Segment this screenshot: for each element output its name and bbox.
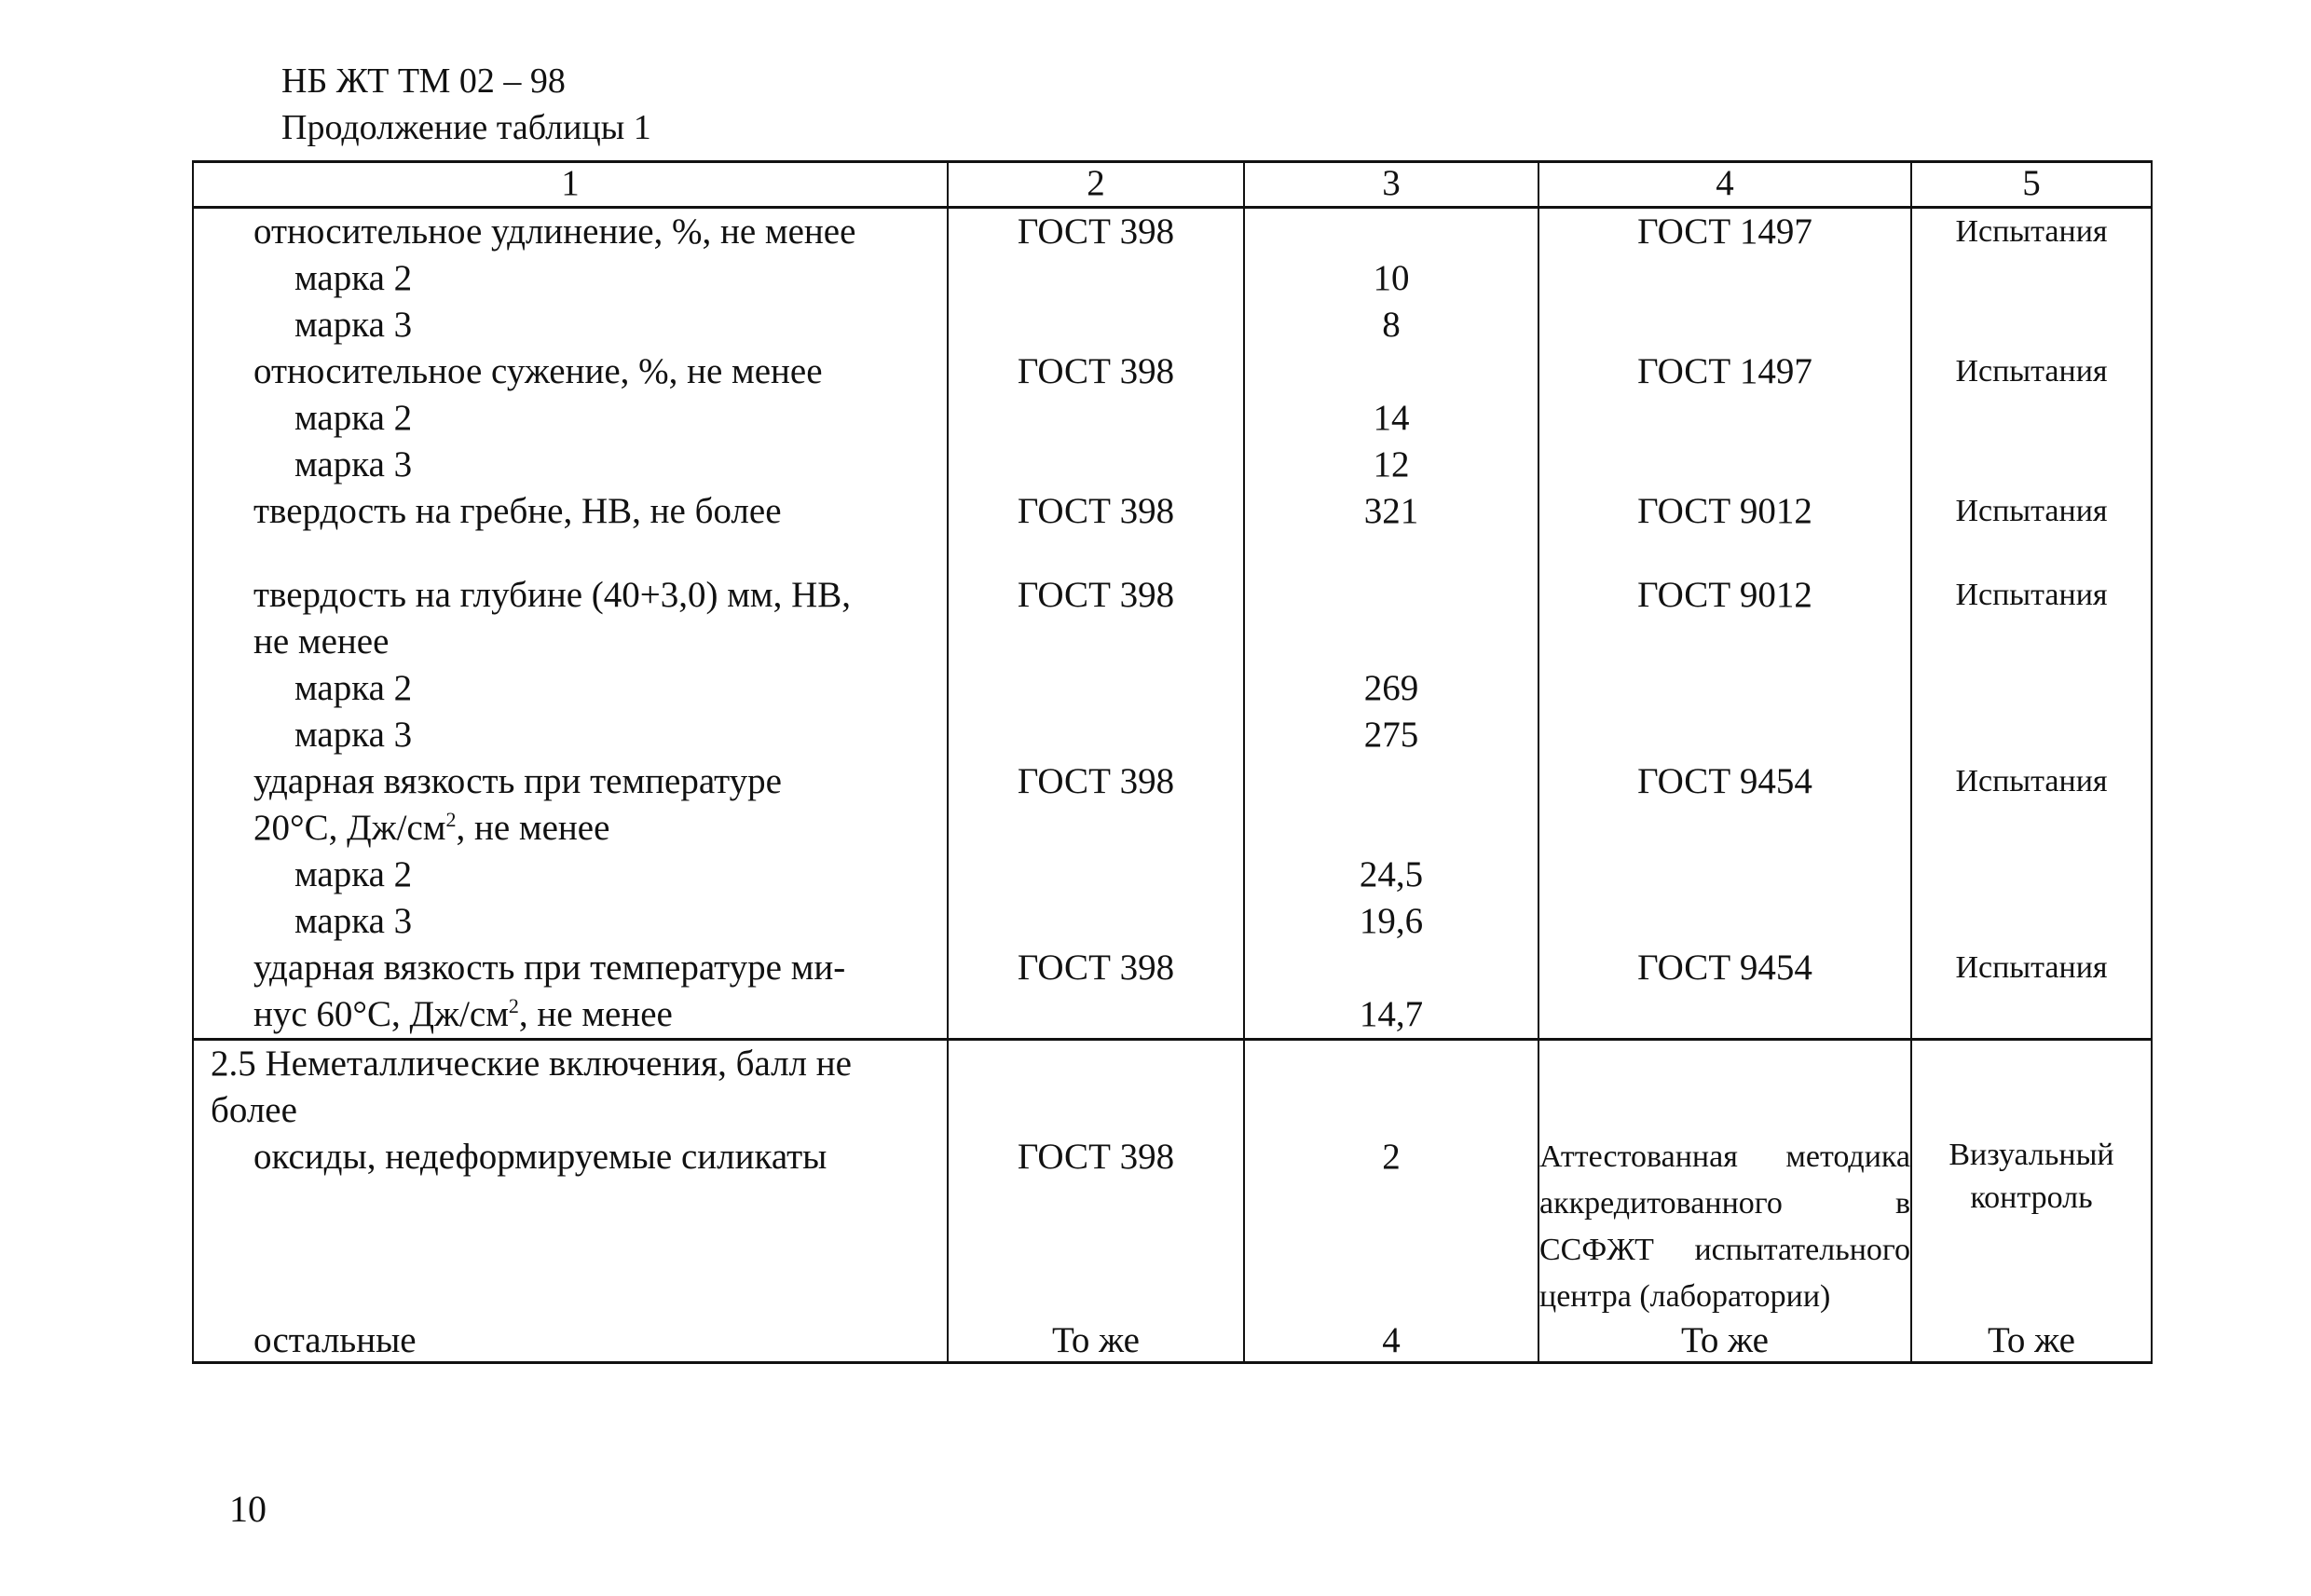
- param-text: 20°С, Дж/см: [253, 808, 446, 848]
- method-cell: Аттестованная методика аккредитованного в ССФЖТ испытательного центра (лаборатории): [1538, 1134, 1911, 1320]
- standard-cell: ГОСТ 398: [948, 572, 1244, 665]
- method-cell: ГОСТ 1497: [1538, 208, 1911, 256]
- control-cell: [1911, 442, 2152, 488]
- standard-cell: [948, 442, 1244, 488]
- method-cell: ГОСТ 1497: [1538, 348, 1911, 395]
- table-row: [193, 442, 2152, 488]
- document-code: НБ ЖТ ТМ 02 – 98: [281, 61, 566, 101]
- method-cell: [1538, 302, 1911, 348]
- method-cell: [1538, 665, 1911, 712]
- param-cell: марка 3: [193, 898, 948, 945]
- param-cell: марка 3: [193, 442, 948, 488]
- table-row: [193, 1040, 2152, 1135]
- control-cell: [1911, 712, 2152, 758]
- control-cell: Испытания: [1911, 208, 2152, 256]
- standard-cell: [948, 852, 1244, 898]
- param-cell: относительное сужение, %, не менее: [193, 348, 948, 395]
- control-cell: [1911, 395, 2152, 442]
- table-row: [193, 488, 2152, 572]
- standard-cell: ГОСТ 398: [948, 488, 1244, 572]
- table-header-row: [193, 162, 2152, 208]
- standard-cell: [948, 665, 1244, 712]
- value-cell: 275: [1244, 712, 1538, 758]
- section-heading-cell: 2.5 Неметаллические включения, балл не более: [193, 1040, 948, 1135]
- standard-cell: [948, 898, 1244, 945]
- table-row: [193, 945, 2152, 1040]
- table-row: [193, 395, 2152, 442]
- column-header: 2: [948, 162, 1244, 208]
- param-line: ударная вязкость при температуре: [253, 761, 782, 801]
- param-line: не менее: [253, 621, 390, 662]
- control-cell: Визуальный контроль: [1911, 1134, 2152, 1320]
- standard-cell: [948, 302, 1244, 348]
- param-cell: [193, 945, 948, 1040]
- value-cell: 2: [1244, 1134, 1538, 1320]
- param-text: нус 60°С, Дж/см: [253, 994, 509, 1034]
- control-cell: [1911, 302, 2152, 348]
- value-cell: 12: [1244, 442, 1538, 488]
- control-cell: Испытания: [1911, 945, 2152, 1040]
- standard-cell: [948, 395, 1244, 442]
- standard-cell: То же: [948, 1320, 1244, 1363]
- control-cell: [1911, 898, 2152, 945]
- page-number: 10: [229, 1488, 267, 1530]
- control-cell: То же: [1911, 1320, 2152, 1363]
- value-cell: [1244, 758, 1538, 852]
- param-cell: относительное удлинение, %, не менее: [193, 208, 948, 256]
- method-cell: [1538, 255, 1911, 302]
- value-cell: 24,5: [1244, 852, 1538, 898]
- standard-cell: [948, 255, 1244, 302]
- method-cell: ГОСТ 9012: [1538, 572, 1911, 665]
- value-cell: 10: [1244, 255, 1538, 302]
- value-cell: [1244, 348, 1538, 395]
- table-row: [193, 665, 2152, 712]
- param-line: твердость на глубине (40+3,0) мм, НВ,: [253, 575, 852, 615]
- value-cell: 269: [1244, 665, 1538, 712]
- value-cell: 8: [1244, 302, 1538, 348]
- param-cell: марка 2: [193, 665, 948, 712]
- table-row: [193, 898, 2152, 945]
- standard-cell: ГОСТ 398: [948, 945, 1244, 1040]
- param-line: [253, 991, 947, 1038]
- param-cell: [193, 572, 948, 665]
- table-row: [193, 572, 2152, 665]
- param-text: , не менее: [518, 994, 673, 1034]
- table-row: [193, 348, 2152, 395]
- method-cell: ГОСТ 9012: [1538, 488, 1911, 572]
- param-line: ударная вязкость при температуре ми-: [253, 948, 846, 988]
- table-row: [193, 758, 2152, 852]
- table-continuation-caption: Продолжение таблицы 1: [281, 108, 651, 147]
- method-cell: [1538, 852, 1911, 898]
- column-header: 4: [1538, 162, 1911, 208]
- control-cell: [1911, 665, 2152, 712]
- table-row: [193, 302, 2152, 348]
- method-cell: То же: [1538, 1320, 1911, 1363]
- table-row: [193, 712, 2152, 758]
- superscript: 2: [445, 808, 457, 831]
- requirements-table: [192, 160, 2153, 1364]
- standard-cell: ГОСТ 398: [948, 208, 1244, 256]
- standard-cell: [948, 1040, 1244, 1135]
- standard-cell: ГОСТ 398: [948, 348, 1244, 395]
- param-cell: марка 3: [193, 712, 948, 758]
- method-cell: [1538, 712, 1911, 758]
- value-cell: [1244, 572, 1538, 665]
- value-cell: [1244, 208, 1538, 256]
- table-row: [193, 1320, 2152, 1363]
- control-cell: [1911, 255, 2152, 302]
- param-cell: марка 2: [193, 852, 948, 898]
- method-cell: [1538, 442, 1911, 488]
- value-cell: 4: [1244, 1320, 1538, 1363]
- column-header: 1: [193, 162, 948, 208]
- value-cell: 14,7: [1244, 945, 1538, 1040]
- standard-cell: [948, 712, 1244, 758]
- control-cell: Испытания: [1911, 572, 2152, 665]
- table-row: [193, 852, 2152, 898]
- control-cell: Испытания: [1911, 758, 2152, 852]
- control-cell: [1911, 852, 2152, 898]
- column-header: 5: [1911, 162, 2152, 208]
- table-row: [193, 1134, 2152, 1320]
- table-row: [193, 208, 2152, 256]
- param-text: твердость на гребне, НВ, не более: [253, 491, 782, 531]
- value-cell: 14: [1244, 395, 1538, 442]
- method-cell: ГОСТ 9454: [1538, 945, 1911, 1040]
- param-cell: марка 2: [193, 255, 948, 302]
- param-cell: [193, 488, 948, 572]
- param-cell: марка 3: [193, 302, 948, 348]
- method-cell: [1538, 1040, 1911, 1135]
- table-row: [193, 255, 2152, 302]
- value-cell: 19,6: [1244, 898, 1538, 945]
- method-cell: [1538, 395, 1911, 442]
- method-cell: ГОСТ 9454: [1538, 758, 1911, 852]
- control-cell: Испытания: [1911, 348, 2152, 395]
- method-cell: [1538, 898, 1911, 945]
- param-cell: оксиды, недеформируемые силикаты: [193, 1134, 948, 1320]
- standard-cell: ГОСТ 398: [948, 1134, 1244, 1320]
- control-cell: [1911, 1040, 2152, 1135]
- param-text: , не менее: [456, 808, 610, 848]
- value-cell: [1244, 1040, 1538, 1135]
- column-header: 3: [1244, 162, 1538, 208]
- standard-cell: ГОСТ 398: [948, 758, 1244, 852]
- superscript: 2: [508, 994, 519, 1017]
- value-cell: 321: [1244, 488, 1538, 572]
- control-cell: Испытания: [1911, 488, 2152, 572]
- param-cell: марка 2: [193, 395, 948, 442]
- param-cell: [193, 758, 948, 852]
- param-cell: остальные: [193, 1320, 948, 1363]
- param-line: [253, 805, 947, 852]
